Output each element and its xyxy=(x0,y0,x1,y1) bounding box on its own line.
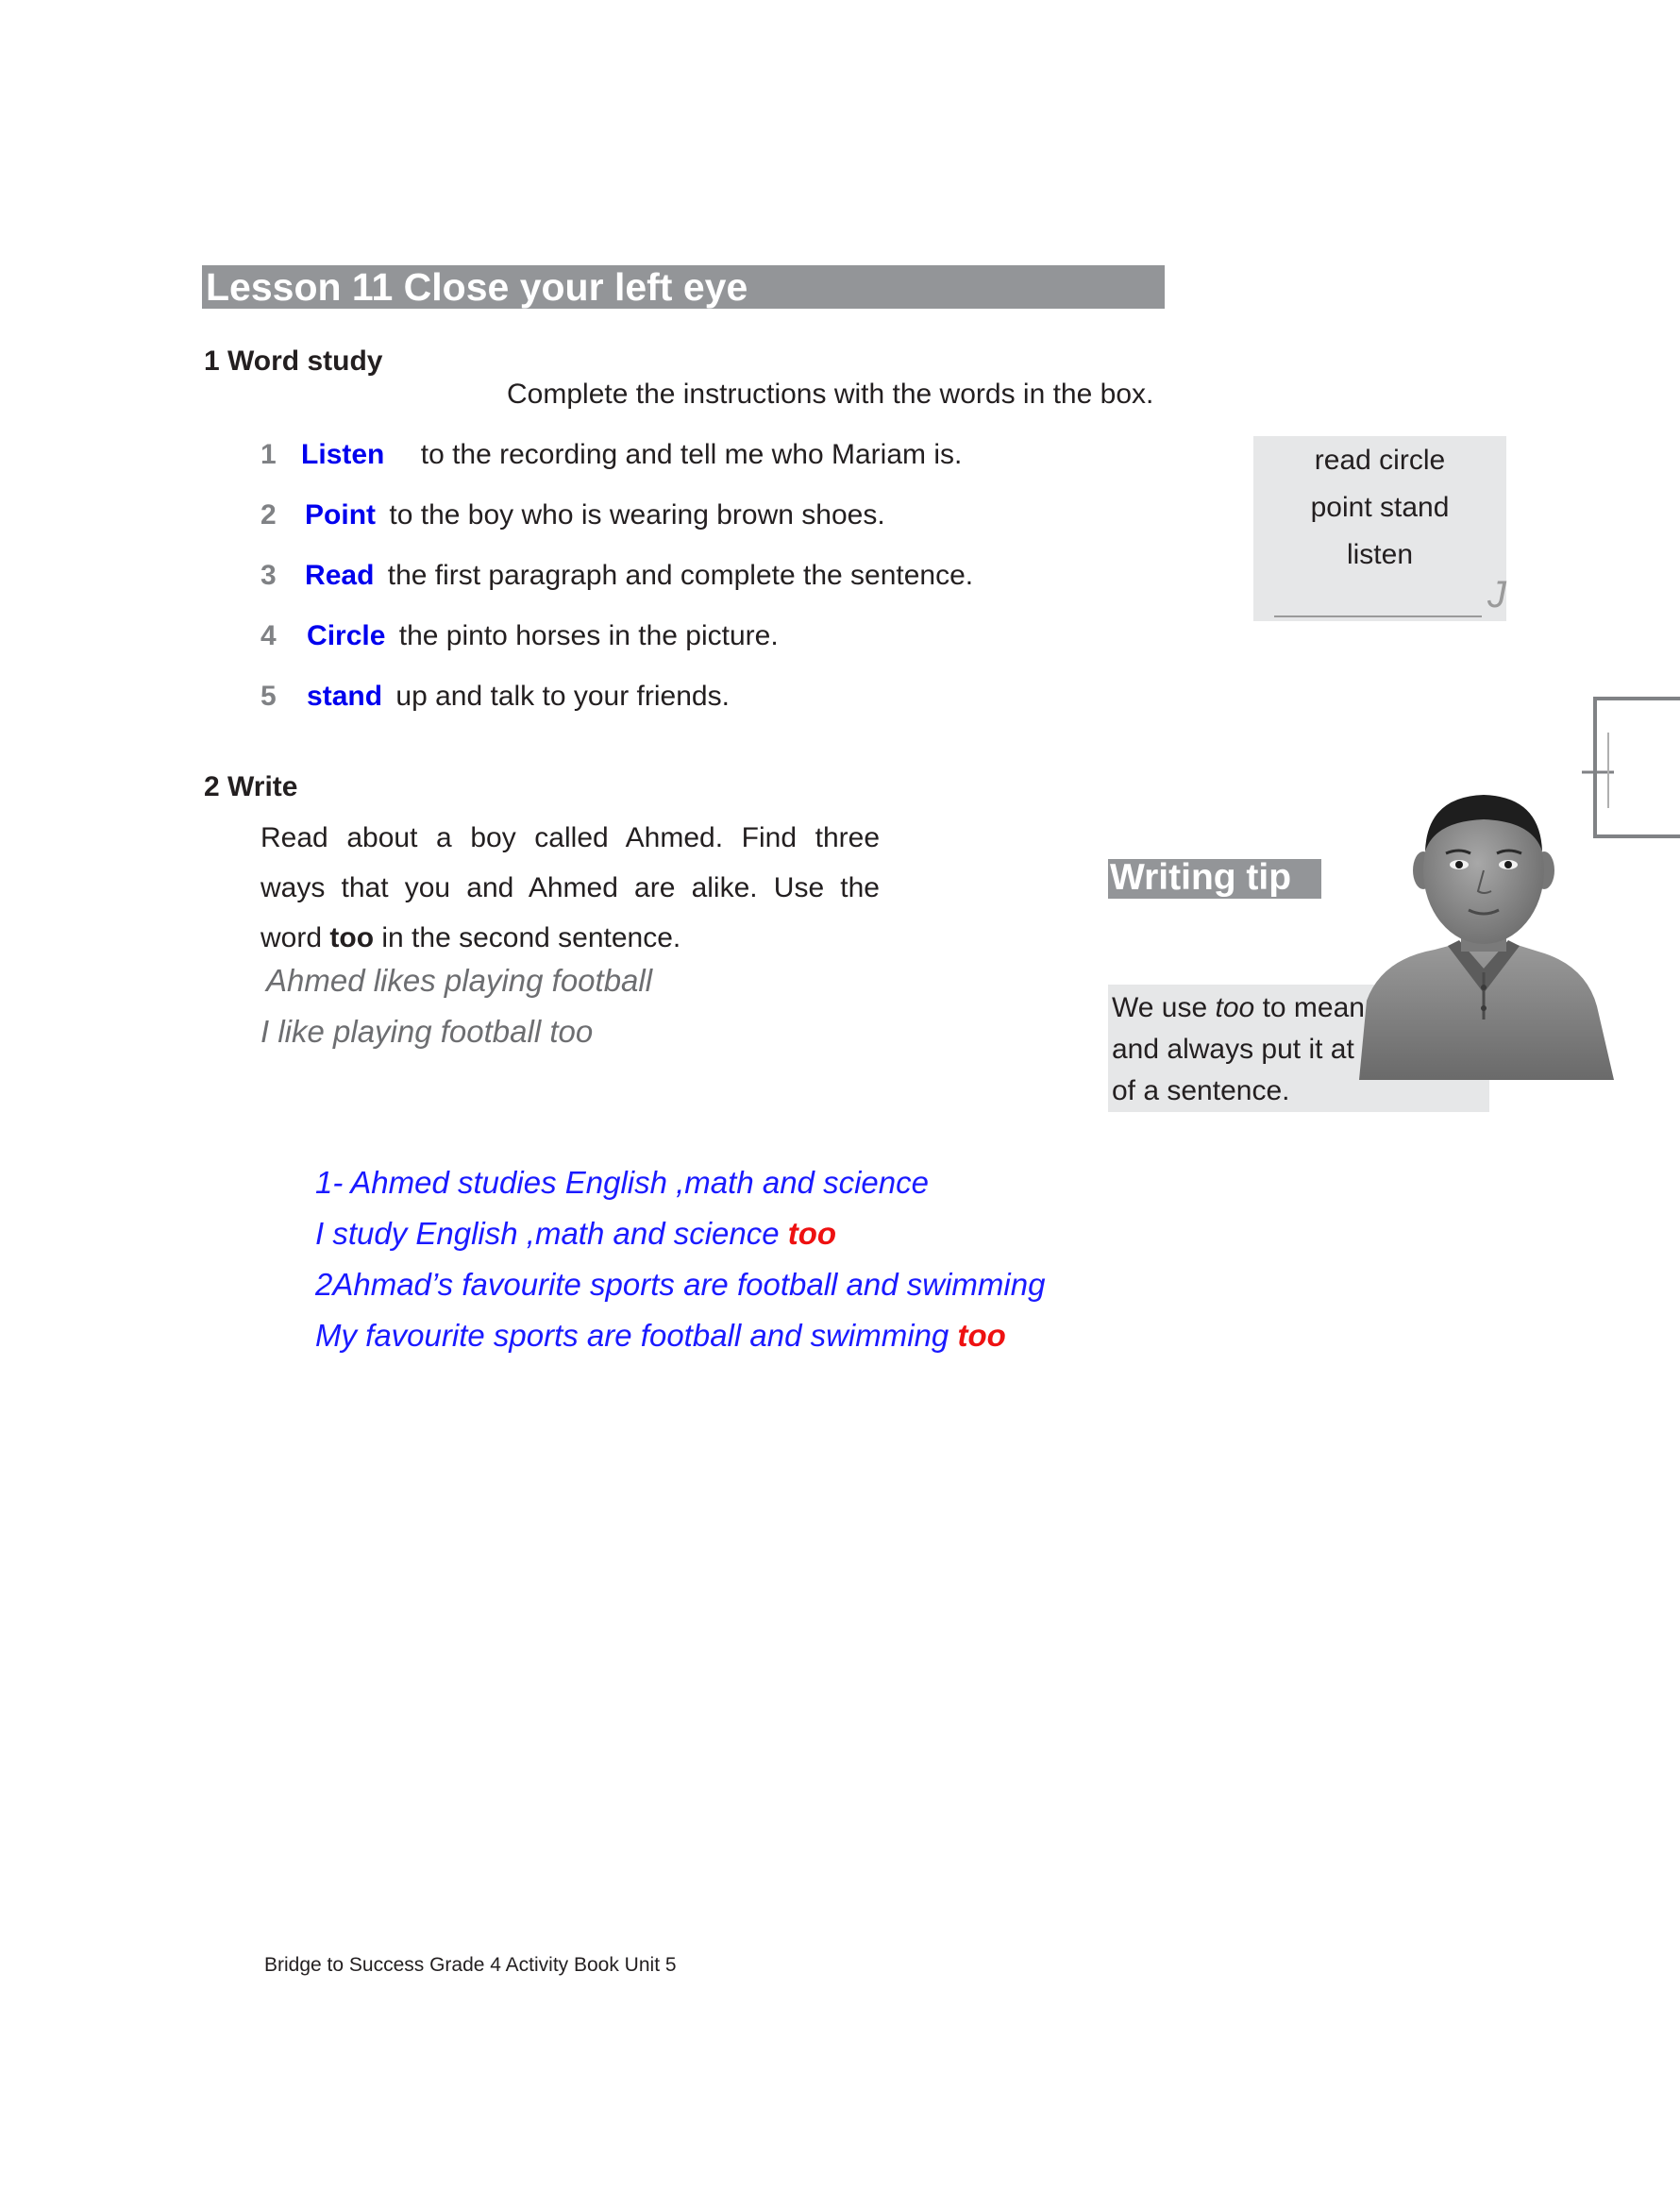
answer-too: too xyxy=(957,1318,1006,1353)
list-item xyxy=(260,681,730,713)
item-text: up and talk to your friends. xyxy=(395,681,730,712)
example-sentence: Ahmed likes playing football xyxy=(266,963,653,998)
item-number: 1 xyxy=(260,439,277,470)
list-item xyxy=(260,560,973,592)
tip-keyword: too xyxy=(1215,992,1255,1023)
example-sentence: I like playing football too xyxy=(260,1014,594,1049)
answer-text: 2Ahmad’s favourite sports are football and swimming xyxy=(315,1267,1046,1302)
boy-photo xyxy=(1353,793,1614,1080)
list-item xyxy=(260,499,885,531)
writing-tip-title: Writing tip xyxy=(1110,857,1292,898)
instruction-text: word xyxy=(260,922,323,953)
word-study-heading: 1 Word study xyxy=(204,346,383,377)
answer-line xyxy=(315,1267,1045,1303)
item-text: the first paragraph and complete the sentence. xyxy=(387,560,974,591)
item-text: the pinto horses in the picture. xyxy=(398,620,779,651)
write-instruction-line: ways that you and Ahmed are alike. Use the xyxy=(260,872,880,903)
word-box-mark: J xyxy=(1487,574,1506,615)
item-answer: stand xyxy=(307,681,383,712)
answer-line xyxy=(315,1318,1006,1354)
item-number: 2 xyxy=(260,499,277,531)
item-text: to the recording and tell me who Mariam is. xyxy=(420,439,963,470)
page-footer: Bridge to Success Grade 4 Activity Book Unit 5 xyxy=(264,1954,677,1976)
word-study-instruction: Complete the instructions with the words in the box. xyxy=(507,379,1154,410)
word-box-line: read circle xyxy=(1314,445,1446,476)
tip-text: to mean xyxy=(1262,992,1365,1023)
item-number: 3 xyxy=(260,560,277,591)
instruction-keyword: too xyxy=(329,922,375,953)
write-heading: 2 Write xyxy=(204,771,298,802)
write-instruction-line: Read about a boy called Ahmed. Find three xyxy=(260,822,880,853)
list-item xyxy=(260,439,962,471)
word-box-line: point stand xyxy=(1310,492,1450,523)
item-number: 4 xyxy=(260,620,277,651)
write-instruction-line xyxy=(260,913,880,963)
word-box-rule xyxy=(1274,615,1482,617)
item-answer: Point xyxy=(305,499,377,531)
tip-line xyxy=(1112,992,1365,1024)
instruction-text: in the second sentence. xyxy=(381,922,681,953)
tip-line: of a sentence. xyxy=(1112,1075,1290,1106)
answer-line xyxy=(315,1216,836,1252)
answer-text: My favourite sports are football and swimming xyxy=(315,1318,949,1353)
tip-line: and always put it at xyxy=(1112,1034,1354,1065)
list-item xyxy=(260,620,779,652)
word-box xyxy=(1253,436,1506,621)
word-box-line: listen xyxy=(1346,539,1414,570)
item-answer: Circle xyxy=(307,620,386,651)
answer-text: I study English ,math and science xyxy=(315,1216,780,1251)
answer-too: too xyxy=(787,1216,837,1251)
lesson-title: Lesson 11 Close your left eye xyxy=(206,265,748,309)
answer-line xyxy=(315,1165,929,1201)
tip-text: We use xyxy=(1112,992,1208,1023)
item-answer: Listen xyxy=(301,439,385,470)
answer-text: 1- Ahmed studies English ,math and science xyxy=(315,1165,929,1200)
item-number: 5 xyxy=(260,681,277,712)
item-answer: Read xyxy=(305,560,375,591)
item-text: to the boy who is wearing brown shoes. xyxy=(389,499,885,531)
